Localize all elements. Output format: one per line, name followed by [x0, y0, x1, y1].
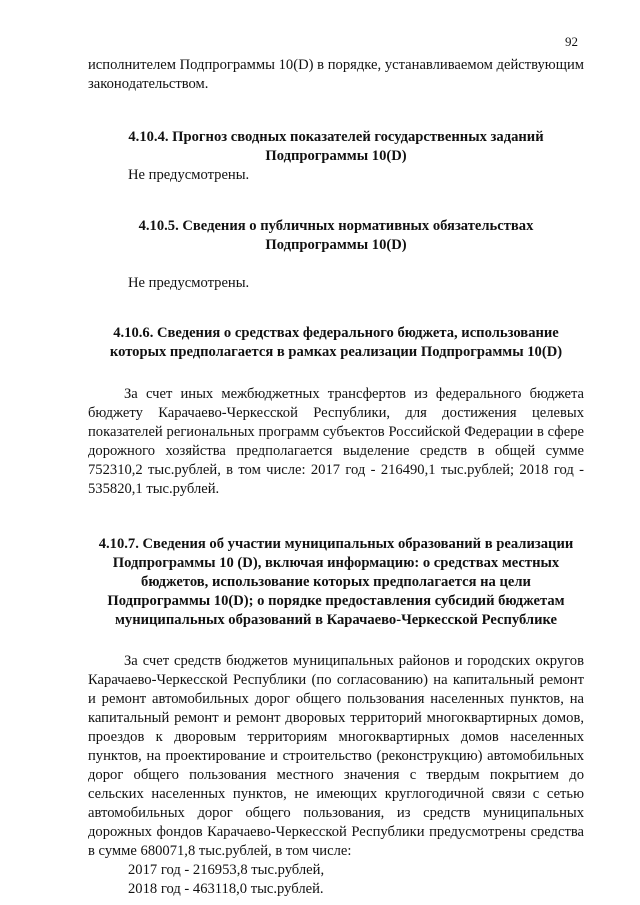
section-body-4-10-5: Не предусмотрены. — [128, 275, 250, 291]
page-number: 92 — [565, 34, 578, 49]
section-body-4-10-4: Не предусмотрены. — [128, 167, 250, 183]
section-heading-4-10-6: 4.10.6. Сведения о средствах федерального бюджета, использование которых предполагается в рамках реализации Подпрограммы 10(D) — [109, 325, 563, 360]
section-body-4-10-7: За счет средств бюджетов муниципальных районов и городских округов Карачаево-Черкесской Республики (по согласованию) на капитальный ремонт и ремонт автомобильных дорог общего пользования населенных пунктов, на капитальный ремонт и ремонт дворовых территорий многоквартирных домов, проездов к дворовым территориям многоквартирных домов населенных пунктов, на проектирование и строительство (реконструкцию) автомобильных дорог общего пользования местного значения с твердым покрытием до сельских населенных пунктов, не имеющих круглогодичной связи с сетью автомобильных дорог общего пользования, из средств муниципальных дорожных фондов Карачаево-Черкесской Республики предусмотрены средства в сумме 680071,8 тыс.рублей, в том числе: — [88, 653, 584, 859]
section-heading-4-10-4: 4.10.4. Прогноз сводных показателей государственных заданий Подпрограммы 10(D) — [128, 129, 544, 164]
section-body-4-10-6: За счет иных межбюджетных трансфертов из федерального бюджета бюджету Карачаево-Черкесской Республики, для достижения целевых показателей региональных программ субъектов Российской Федерации в сфере дорожного хозяйства предполагается выделение средств в общей сумме 752310,2 тыс.рублей, в том числе: 2017 год - 216490,1 тыс.рублей; 2018 год - 535820,1 тыс.рублей. — [88, 386, 584, 497]
document-body — [88, 56, 584, 899]
amount-2017: 2017 год - 216953,8 тыс.рублей, — [128, 862, 325, 878]
section-heading-4-10-7: 4.10.7. Сведения об участии муниципальных образований в реализации Подпрограммы 10 (D), включая информацию: о средствах местных бюджетов, использование которых предполагается на цели Подпрограммы 10(D); о порядке предоставления субсидий бюджетам муниципальных образований в Карачаево-Черкесской Республике — [98, 536, 574, 628]
intro-paragraph: исполнителем Подпрограммы 10(D) в порядке, устанавливаемом действующим законодательством. — [88, 57, 584, 92]
section-heading-4-10-5: 4.10.5. Сведения о публичных нормативных обязательствах Подпрограммы 10(D) — [138, 218, 534, 253]
amount-2018: 2018 год - 463118,0 тыс.рублей. — [128, 881, 324, 897]
